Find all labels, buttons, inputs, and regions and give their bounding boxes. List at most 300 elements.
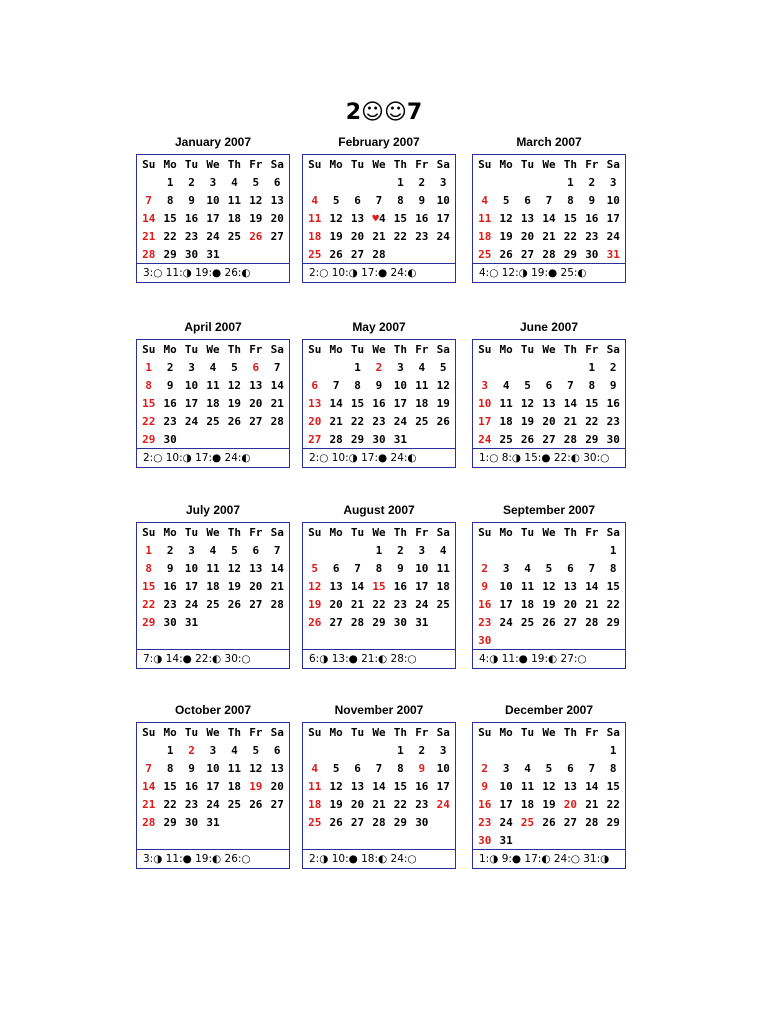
day-cell: 13 [542, 396, 556, 410]
weekday-header: We [372, 725, 386, 739]
day-cell: 15 [163, 779, 177, 793]
weekday-header: We [372, 157, 386, 171]
week-row [304, 209, 454, 227]
weekday-header: Tu [184, 342, 199, 356]
day-cell: 5 [252, 743, 260, 757]
month-title: March 2007 [516, 135, 582, 149]
day-cell: 26 [249, 797, 263, 811]
day-cell: 29 [606, 615, 620, 629]
weekday-header: Sa [270, 525, 284, 539]
day-cell: 13 [350, 211, 365, 225]
week-row [474, 358, 624, 376]
day-cell: 4 [524, 561, 531, 575]
day-cell: 19 [520, 414, 535, 428]
day-cell: 6 [252, 360, 260, 374]
day-cell: 24 [436, 797, 450, 811]
day-cell: 30 [393, 615, 408, 629]
day-cell: 18 [206, 396, 220, 410]
day-cell: 22 [163, 229, 177, 243]
day-cell: 18 [227, 779, 242, 793]
week-row [138, 541, 288, 559]
week-row [138, 430, 288, 448]
weekday-header: Fr [249, 342, 263, 356]
day-cell: 14 [142, 211, 156, 225]
day-cell: 14 [563, 396, 578, 410]
day-cell: 14 [585, 579, 599, 593]
weekday-header: Th [227, 725, 242, 739]
day-cell: 17 [499, 597, 513, 611]
weekday-header: Su [478, 157, 492, 171]
day-cell: 17 [499, 797, 513, 811]
day-cell: 7 [273, 360, 281, 374]
day-cell: 8 [145, 561, 153, 575]
day-cell: 8 [397, 193, 404, 207]
weekday-header: Mo [329, 157, 343, 171]
day-cell: 27 [350, 815, 365, 829]
day-cell: 16 [606, 396, 620, 410]
day-cell: 12 [249, 761, 263, 775]
month-title: December 2007 [504, 703, 594, 717]
day-cell: 14 [329, 396, 343, 410]
week-row [474, 245, 624, 263]
weekday-header: We [542, 525, 556, 539]
day-cell: 14 [270, 378, 284, 392]
day-cell: 1 [166, 743, 174, 757]
moon-phases: 4:◑ 11:● 19:◐ 27:○ [473, 649, 625, 668]
day-cell: 20 [350, 229, 365, 243]
day-cell: 23 [393, 597, 408, 611]
day-cell: 14 [372, 779, 386, 793]
day-cell: 15 [606, 779, 620, 793]
day-cell: 19 [542, 597, 556, 611]
weekday-header: Su [142, 525, 156, 539]
day-cell: 16 [163, 396, 177, 410]
day-cell: 2 [166, 360, 174, 374]
weekday-header: Sa [270, 342, 284, 356]
month-calendar [472, 320, 626, 468]
weekday-header: Fr [585, 157, 599, 171]
weekday-header: Sa [606, 525, 620, 539]
day-cell: 25 [227, 229, 242, 243]
week-row [304, 813, 454, 831]
weekday-header: Th [563, 725, 578, 739]
day-cell: 15 [393, 211, 408, 225]
week-row [304, 358, 454, 376]
day-cell: 27 [329, 615, 343, 629]
day-cell: 12 [249, 193, 263, 207]
weekday-header: Th [393, 525, 408, 539]
month-box [136, 154, 290, 283]
day-grid [303, 340, 455, 448]
day-cell: 3 [209, 175, 217, 189]
week-row [138, 831, 288, 849]
weekday-header: We [206, 157, 220, 171]
day-cell: 17 [415, 579, 429, 593]
day-cell: 24 [206, 229, 220, 243]
day-cell: 11 [206, 561, 220, 575]
week-row [138, 245, 288, 263]
day-cell: 29 [163, 247, 177, 261]
day-cell: 16 [372, 396, 386, 410]
day-cell: 7 [375, 193, 383, 207]
day-cell: 11 [436, 561, 450, 575]
day-cell: 13 [270, 761, 284, 775]
month-title: January 2007 [174, 135, 252, 149]
day-cell: 15 [585, 396, 599, 410]
day-cell: 26 [542, 615, 556, 629]
day-cell: 16 [393, 579, 408, 593]
month-calendar [302, 503, 456, 669]
day-cell: 30 [478, 833, 492, 847]
month-calendar [136, 503, 290, 669]
day-cell: 11 [415, 378, 429, 392]
day-cell: 9 [188, 193, 195, 207]
week-row [138, 613, 288, 631]
month-calendar [136, 703, 290, 869]
day-cell: 15 [163, 211, 177, 225]
weekday-header-row [474, 155, 624, 173]
month-title: June 2007 [519, 320, 579, 334]
day-cell: 20 [520, 229, 535, 243]
day-cell: 8 [166, 761, 174, 775]
day-cell: 1 [588, 360, 596, 374]
day-cell: 24 [478, 432, 492, 446]
day-cell: 23 [415, 229, 429, 243]
day-cell: 4 [231, 175, 238, 189]
weekday-header: Sa [270, 725, 284, 739]
weekday-header: We [206, 525, 220, 539]
weekday-header: Su [308, 157, 322, 171]
day-cell: 21 [270, 396, 284, 410]
day-cell: 12 [227, 561, 242, 575]
weekday-header: Tu [184, 725, 199, 739]
week-row [304, 595, 454, 613]
day-cell: 3 [397, 360, 404, 374]
weekday-header: We [542, 725, 556, 739]
day-cell: 6 [524, 193, 531, 207]
day-cell: 8 [609, 561, 617, 575]
day-cell: 23 [585, 229, 599, 243]
day-cell: 28 [563, 432, 578, 446]
day-cell: 21 [563, 414, 578, 428]
day-cell: 31 [206, 815, 220, 829]
day-cell: 27 [270, 797, 284, 811]
day-cell: 9 [481, 779, 489, 793]
day-cell: 13 [563, 779, 578, 793]
day-cell: 22 [142, 414, 156, 428]
day-cell: 11 [227, 193, 242, 207]
day-cell: 2 [481, 561, 489, 575]
day-cell: 4 [231, 743, 238, 757]
day-cell: 7 [145, 761, 153, 775]
week-row [304, 631, 454, 649]
day-cell: 13 [308, 396, 322, 410]
day-cell: 19 [436, 396, 450, 410]
day-grid [473, 155, 625, 263]
moon-phases: 2:○ 10:◑ 17:● 24:◐ [303, 448, 455, 467]
weekday-header: We [542, 342, 556, 356]
week-row [474, 376, 624, 394]
week-row [304, 245, 454, 263]
day-cell: 19 [308, 597, 322, 611]
day-cell: 11 [227, 761, 242, 775]
week-row [138, 577, 288, 595]
week-row [304, 559, 454, 577]
day-cell: 3 [609, 175, 617, 189]
day-cell: 18 [520, 597, 535, 611]
weekday-header: Mo [499, 157, 513, 171]
day-cell: 6 [354, 193, 361, 207]
day-cell: 2 [166, 543, 174, 557]
day-cell: 31 [499, 833, 513, 847]
week-row [138, 759, 288, 777]
week-row [304, 831, 454, 849]
day-cell: 31 [606, 247, 620, 261]
weekday-header: We [372, 525, 386, 539]
day-cell: 20 [329, 597, 343, 611]
day-cell: 5 [502, 193, 510, 207]
weekday-header: Fr [415, 157, 429, 171]
day-cell: 5 [545, 761, 553, 775]
day-cell: 24 [393, 414, 408, 428]
day-cell: 4 [481, 193, 489, 207]
weekday-header: Sa [436, 725, 450, 739]
day-cell: 21 [350, 597, 365, 611]
day-grid [473, 523, 625, 649]
day-cell: 15 [350, 396, 365, 410]
weekday-header: Th [227, 342, 242, 356]
month-box [136, 722, 290, 869]
month-box [472, 722, 626, 869]
day-cell: 7 [588, 561, 596, 575]
week-row [474, 559, 624, 577]
day-cell: 7 [567, 378, 574, 392]
day-cell: 18 [227, 211, 242, 225]
day-cell: 10 [499, 779, 513, 793]
day-cell: 16 [184, 779, 199, 793]
day-cell: 6 [332, 561, 340, 575]
week-row [474, 831, 624, 849]
day-cell: 10 [415, 561, 429, 575]
day-cell: 12 [542, 579, 556, 593]
weekday-header: Mo [329, 725, 343, 739]
week-row [304, 577, 454, 595]
day-cell: 4 [439, 543, 447, 557]
day-cell: 3 [439, 743, 447, 757]
month-calendar [136, 320, 290, 468]
day-cell: 28 [142, 815, 156, 829]
day-cell: 5 [252, 175, 260, 189]
day-cell: 21 [142, 229, 156, 243]
day-cell: 5 [545, 561, 553, 575]
day-cell: 17 [206, 211, 220, 225]
day-cell: 9 [375, 378, 383, 392]
day-cell: 3 [188, 543, 195, 557]
day-cell: 8 [609, 761, 617, 775]
day-cell: 20 [563, 597, 578, 611]
weekday-header-row [474, 523, 624, 541]
day-cell: 10 [393, 378, 408, 392]
day-cell: 13 [249, 561, 263, 575]
weekday-header: Fr [585, 342, 599, 356]
day-grid [137, 723, 289, 849]
day-grid [303, 723, 455, 849]
day-cell: 9 [188, 761, 195, 775]
day-cell: 21 [542, 229, 556, 243]
day-cell: 20 [249, 396, 263, 410]
day-cell: 9 [166, 378, 174, 392]
week-row [138, 358, 288, 376]
week-row [474, 777, 624, 795]
day-cell: 16 [163, 579, 177, 593]
day-cell: 18 [520, 797, 535, 811]
day-cell: 6 [567, 561, 574, 575]
day-cell: 14 [585, 779, 599, 793]
weekday-header: Sa [436, 157, 450, 171]
weekday-header: Tu [520, 725, 535, 739]
day-cell: 29 [563, 247, 578, 261]
day-cell: 6 [311, 378, 319, 392]
day-cell: 9 [588, 193, 596, 207]
day-cell: 27 [308, 432, 322, 446]
day-cell: 15 [606, 579, 620, 593]
day-cell: 1 [397, 175, 404, 189]
day-cell: 8 [567, 193, 574, 207]
day-cell: 13 [520, 211, 535, 225]
weekday-header: Fr [585, 725, 599, 739]
day-cell: 4 [524, 761, 531, 775]
day-cell: 8 [375, 561, 383, 575]
week-row [138, 209, 288, 227]
day-cell: 14 [270, 561, 284, 575]
day-cell: 19 [249, 211, 263, 225]
day-cell: 31 [393, 432, 408, 446]
day-cell: 13 [563, 579, 578, 593]
week-row [474, 227, 624, 245]
day-cell: 26 [436, 414, 450, 428]
weekday-header: Su [142, 725, 156, 739]
day-cell: 23 [478, 815, 492, 829]
day-cell: 10 [436, 761, 450, 775]
day-cell: 27 [249, 597, 263, 611]
day-cell: 21 [372, 229, 386, 243]
weekday-header: Su [308, 725, 322, 739]
week-row [304, 394, 454, 412]
weekday-header: Mo [163, 525, 177, 539]
day-cell: 26 [308, 615, 322, 629]
week-row [138, 173, 288, 191]
day-cell: 8 [354, 378, 361, 392]
day-cell: 28 [270, 597, 284, 611]
weekday-header: Th [227, 157, 242, 171]
weekday-header-row [474, 723, 624, 741]
day-cell: 29 [585, 432, 599, 446]
day-cell: 9 [418, 761, 426, 775]
month-box [472, 339, 626, 468]
week-row [474, 759, 624, 777]
week-row [474, 394, 624, 412]
month-box [472, 154, 626, 283]
week-row [474, 430, 624, 448]
day-cell: 21 [585, 797, 599, 811]
day-cell: 12 [520, 396, 535, 410]
day-cell: 19 [329, 229, 343, 243]
day-cell: 3 [502, 561, 510, 575]
week-row [304, 430, 454, 448]
weekday-header-row [304, 723, 454, 741]
day-cell: 16 [184, 211, 199, 225]
day-cell: 29 [142, 615, 156, 629]
day-cell: 20 [542, 414, 556, 428]
weekday-header: Th [393, 157, 408, 171]
weekday-header: Mo [499, 725, 513, 739]
day-cell: 2 [188, 743, 195, 757]
day-cell: 2 [418, 175, 426, 189]
weekday-header: Sa [270, 157, 284, 171]
day-cell: 24 [184, 597, 199, 611]
day-cell: 13 [329, 579, 343, 593]
week-row [304, 191, 454, 209]
week-row [474, 595, 624, 613]
day-cell: 7 [588, 761, 596, 775]
day-cell: 21 [372, 797, 386, 811]
day-cell: 10 [206, 193, 220, 207]
weekday-header-row [304, 155, 454, 173]
year-title: 2☺☺7 [345, 100, 423, 125]
day-cell: 12 [308, 579, 322, 593]
day-cell: 25 [415, 414, 429, 428]
weekday-header: Sa [436, 525, 450, 539]
day-cell: 2 [481, 761, 489, 775]
month-title: August 2007 [343, 503, 415, 517]
day-cell: 25 [499, 432, 513, 446]
day-cell: 9 [397, 561, 404, 575]
day-cell: 21 [270, 579, 284, 593]
weekday-header: Tu [520, 525, 535, 539]
weekday-header: Fr [415, 342, 429, 356]
weekday-header: Sa [606, 157, 620, 171]
day-cell: 1 [609, 543, 617, 557]
weekday-header: Fr [249, 157, 263, 171]
weekday-header: Su [142, 157, 156, 171]
weekday-header: Fr [415, 725, 429, 739]
day-cell: 25 [308, 247, 322, 261]
week-row [138, 412, 288, 430]
day-cell: 29 [606, 815, 620, 829]
day-grid [137, 523, 289, 649]
weekday-header: Th [393, 342, 408, 356]
day-cell: 28 [270, 414, 284, 428]
day-cell: 19 [227, 396, 242, 410]
day-cell: 18 [308, 797, 322, 811]
day-cell: 7 [375, 761, 383, 775]
day-cell: 14 [142, 779, 156, 793]
month-title: May 2007 [352, 320, 406, 334]
weekday-header: Th [563, 525, 578, 539]
day-cell: 16 [478, 797, 492, 811]
week-row [138, 777, 288, 795]
week-row [138, 376, 288, 394]
weekday-header: Mo [499, 342, 513, 356]
week-row [138, 631, 288, 649]
day-cell: 5 [231, 360, 238, 374]
day-cell: 24 [206, 797, 220, 811]
moon-phases: 1:◑ 9:● 17:◐ 24:○ 31:◑ [473, 849, 625, 868]
week-row [304, 376, 454, 394]
day-cell: 4 [311, 761, 319, 775]
day-cell: 31 [184, 615, 199, 629]
weekday-header: Su [142, 342, 156, 356]
